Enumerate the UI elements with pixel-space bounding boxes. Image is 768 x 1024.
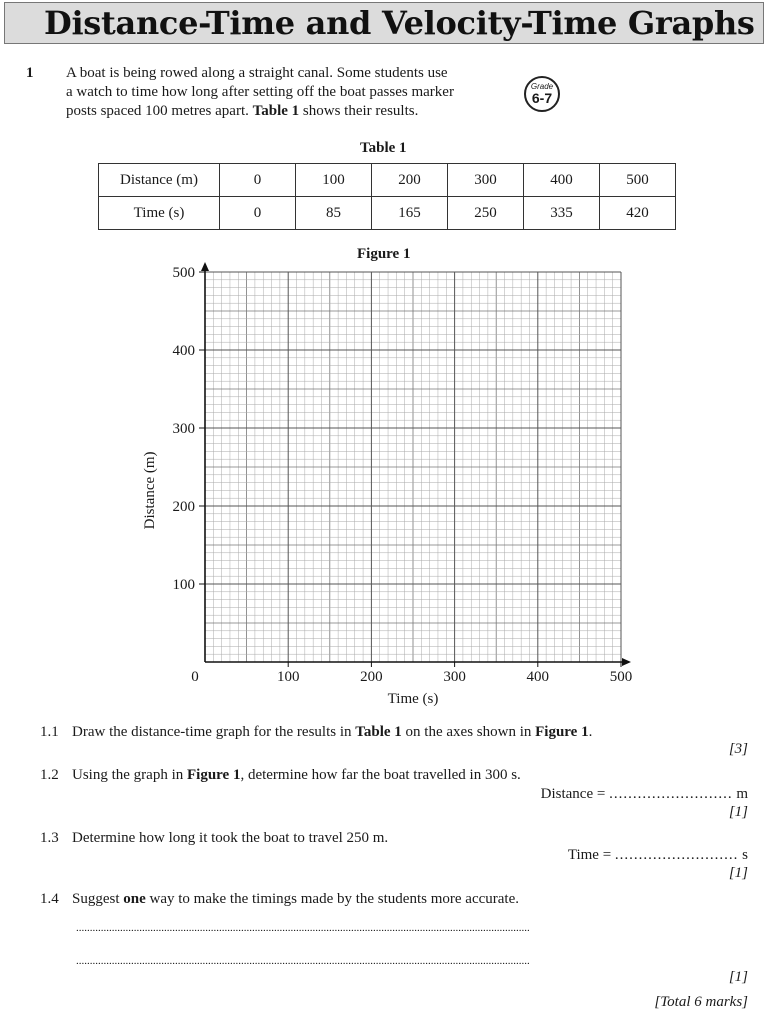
subquestion-1-3-text: Determine how long it took the boat to travel 250 m. <box>72 830 389 846</box>
answer-distance[interactable]: Distance = .......................... m <box>540 786 748 802</box>
table-cell: 420 <box>600 197 676 230</box>
table-cell: 85 <box>296 197 372 230</box>
x-tick-label: 0 <box>191 669 199 685</box>
table-cell: 165 <box>372 197 448 230</box>
marks-1-3: [1] <box>728 865 748 881</box>
question-intro-line-3: posts spaced 100 metres apart. Table 1 shows their results. <box>66 103 419 119</box>
x-axis-arrow <box>622 658 631 666</box>
subquestion-1-4-text: Suggest one way to make the timings made by the students more accurate. <box>72 891 519 907</box>
question-intro-line-1: A boat is being rowed along a straight canal. Some students use <box>66 65 448 81</box>
question-intro-line-2: a watch to time how long after setting off the boat passes marker <box>66 84 454 100</box>
row-label-distance: Distance (m) <box>99 164 220 197</box>
table-cell: 200 <box>372 164 448 197</box>
answer-line-2[interactable]: ..................................................................................................................................................................... <box>76 955 530 967</box>
answer-line-1[interactable]: ..................................................................................................................................................................... <box>76 922 530 934</box>
distance-time-graph[interactable] <box>130 262 650 712</box>
table-row-time <box>99 197 676 230</box>
table-cell: 500 <box>600 164 676 197</box>
grade-badge-value: 6-7 <box>531 90 553 106</box>
table-row-distance <box>99 164 676 197</box>
y-axis-label: Distance (m) <box>142 451 158 530</box>
y-tick-label: 100 <box>172 577 195 593</box>
table-cell: 250 <box>448 197 524 230</box>
row-label-time: Time (s) <box>99 197 220 230</box>
subquestion-1-4-number: 1.4 <box>40 891 59 907</box>
table-cell: 300 <box>448 164 524 197</box>
grade-badge <box>524 76 560 112</box>
results-table <box>98 163 676 230</box>
subquestion-1-2-number: 1.2 <box>40 767 59 783</box>
page-title: Distance-Time and Velocity-Time Graphs <box>44 4 755 42</box>
y-tick-label: 500 <box>172 265 195 281</box>
y-tick-label: 300 <box>172 421 195 437</box>
subquestion-1-3-number: 1.3 <box>40 830 59 846</box>
x-tick-label: 400 <box>526 669 550 685</box>
table-cell: 0 <box>220 197 296 230</box>
table-cell: 0 <box>220 164 296 197</box>
y-tick-label: 400 <box>172 343 195 359</box>
x-tick-label: 500 <box>609 669 633 685</box>
table-cell: 335 <box>524 197 600 230</box>
grade-badge-label: Grade <box>530 82 554 91</box>
x-tick-label: 100 <box>276 669 300 685</box>
marks-1-4: [1] <box>728 969 748 985</box>
marks-1-2: [1] <box>728 804 748 820</box>
answer-time[interactable]: Time = .......................... s <box>567 847 748 863</box>
x-tick-label: 200 <box>360 669 383 685</box>
figure-caption: Figure 1 <box>357 246 411 262</box>
y-tick-label: 200 <box>172 499 195 515</box>
y-axis-arrow <box>201 262 209 271</box>
table-cell: 100 <box>296 164 372 197</box>
marks-1-1: [3] <box>728 741 748 757</box>
question-number: 1 <box>26 65 34 81</box>
x-tick-label: 300 <box>443 669 466 685</box>
subquestion-1-2-text: Using the graph in Figure 1, determine how far the boat travelled in 300 s. <box>72 767 521 783</box>
subquestion-1-1-number: 1.1 <box>40 724 59 740</box>
total-marks: [Total 6 marks] <box>654 994 748 1010</box>
subquestion-1-1-text: Draw the distance-time graph for the results in Table 1 on the axes shown in Figure 1. <box>72 724 593 740</box>
table-cell: 400 <box>524 164 600 197</box>
table-caption: Table 1 <box>360 140 407 156</box>
x-axis-label: Time (s) <box>387 691 439 707</box>
